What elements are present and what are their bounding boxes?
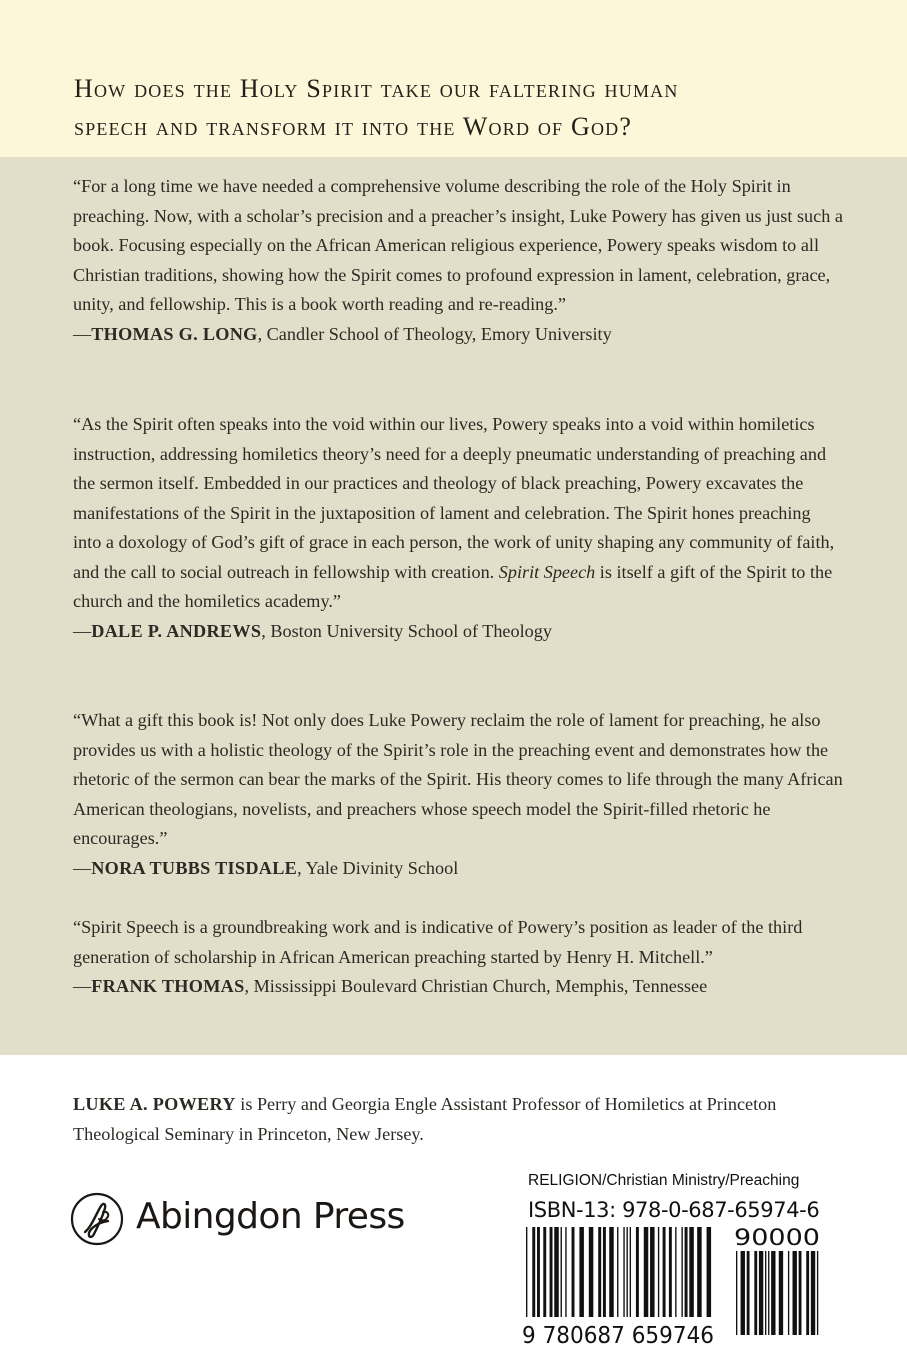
endorsement-4 (73, 913, 843, 1002)
barcode-bar (589, 1227, 594, 1317)
publisher-name: Abingdon Press (136, 1196, 405, 1237)
endorsement-quote (73, 410, 843, 617)
barcode-bar (627, 1227, 628, 1317)
endorsement-quote: “What a gift this book is! Not only does Luke Powery reclaim the role of lament for preaching, he also provides us with a holistic theology of the Spirit’s role in the preaching event and demonstrates how the rhetoric of the sermon can bear the marks of the Spirit. His theory comes to life through the many African American theologians, novelists, and preachers whose speech model the Spirit-filled rhetoric he encourages.” (73, 710, 843, 848)
endorsement-attribution (73, 854, 843, 884)
barcode-bar (598, 1227, 601, 1317)
addon-bar (811, 1251, 815, 1335)
addon-bar (759, 1251, 763, 1335)
barcode-bar (554, 1227, 559, 1317)
endorsement-3 (73, 706, 843, 883)
barcode-bar (689, 1227, 694, 1317)
barcode-bar (609, 1227, 614, 1317)
barcode-bar (565, 1227, 566, 1317)
barcode-bar (697, 1227, 702, 1317)
attribution-dash: — (73, 857, 92, 878)
price-code-digits: 90000 (734, 1226, 820, 1251)
barcode-bar (617, 1227, 618, 1317)
attribution-dash: — (73, 976, 92, 996)
addon-bar (765, 1251, 766, 1335)
addon-bar (806, 1251, 809, 1335)
barcode-bar (681, 1227, 682, 1317)
endorser-name: DALE P. ANDREWS (91, 620, 262, 641)
barcode-bar (669, 1227, 672, 1317)
addon-bar (736, 1251, 737, 1335)
headline-line-1: How does the Holy Spirit take our faltering human (74, 74, 679, 103)
category-label: RELIGION/Christian Ministry/Preaching (528, 1172, 800, 1189)
addon-bar (799, 1251, 802, 1335)
barcode-digits: 9 780687 659746 (522, 1323, 714, 1347)
barcode-bar (537, 1227, 540, 1317)
headline-line-2: speech and transform it into the Word of God? (74, 112, 633, 141)
endorser-name: NORA TUBBS TISDALE (91, 857, 298, 878)
quote-text-after: is itself a gift of the Spirit to the church and the homiletics academy.” (73, 561, 833, 611)
addon-bar (788, 1251, 789, 1335)
endorser-affiliation: , Mississippi Boulevard Christian Church, Memphis, Tennessee (244, 976, 708, 996)
endorser-name: THOMAS G. LONG (91, 323, 258, 344)
endorsement-attribution (73, 320, 843, 350)
addon-bar (747, 1251, 750, 1335)
barcode-graphic (516, 1225, 828, 1347)
barcode-bar (532, 1227, 535, 1317)
isbn-label: ISBN-13: 978-0-687-65974-6 (528, 1198, 820, 1222)
addon-bar (768, 1251, 769, 1335)
author-bio-text: is Perry and Georgia Engle Assistant Professor of Homiletics at Princeton Theological Seminary in Princeton, New Jersey. (73, 1094, 777, 1144)
endorsement-attribution (73, 617, 843, 647)
barcode-bar (650, 1227, 655, 1317)
barcode-bar (644, 1227, 649, 1317)
abingdon-script-a-logo-icon (70, 1192, 126, 1248)
barcode-bar (707, 1227, 712, 1317)
author-bio (73, 1090, 853, 1149)
addon-bar (817, 1251, 818, 1335)
endorser-affiliation: , Boston University School of Theology (261, 620, 552, 641)
barcode-bar (623, 1227, 624, 1317)
endorsement-quote: “Spirit Speech is a groundbreaking work and is indicative of Powery’s position as leader of the third generation of scholarship in African American preaching started by Henry H. Mitchell.” (73, 917, 803, 967)
barcode-bar (630, 1227, 631, 1317)
addon-bar (754, 1251, 757, 1335)
attribution-dash: — (73, 323, 92, 344)
barcode-bar (658, 1227, 659, 1317)
author-name: LUKE A. POWERY (73, 1094, 236, 1114)
ean13-bars (526, 1227, 711, 1317)
endorsement-attribution (73, 972, 843, 1002)
addon-bar (741, 1251, 745, 1335)
endorsement-2 (73, 410, 843, 646)
quote-text-before: “As the Spirit often speaks into the void within our lives, Powery speaks into a void within homiletics instruction, addressing homiletics theory’s need for a deeply pneumatic understanding of preaching and the sermon itself. Embedded in our practices and theology of black preaching, Powery excavates the manifestations of the Spirit in the juxtaposition of lament and celebration. The Spirit hones preaching into a doxology of God’s gift of grace in each person, the work of unity shaping any community of faith, and the call to social outreach in fellowship with creation. (73, 414, 835, 582)
addon-bar (793, 1251, 797, 1335)
barcode-bar (550, 1227, 553, 1317)
endorsement-quote: “For a long time we have needed a comprehensive volume describing the role of the Holy Spirit in preaching. Now, with a scholar’s precision and a preacher’s insight, Luke Powery has given us just such a book. Focusing especially on the African American religious experience, Powery speaks wisdom to all Christian traditions, showing how the Spirit comes to profound expression in lament, celebration, grace, unity, and fellowship. This is a book worth reading and re-reading.” (73, 176, 843, 314)
endorser-name: FRANK THOMAS (91, 976, 245, 996)
book-title: Spirit Speech (498, 561, 596, 582)
cover-headline (74, 70, 854, 146)
barcode-bar (526, 1227, 527, 1317)
price-addon-bars (736, 1251, 818, 1335)
endorsement-1 (73, 172, 843, 349)
barcode-bar (561, 1227, 562, 1317)
barcode-bar (572, 1227, 575, 1317)
publisher-logo (70, 1192, 410, 1252)
barcode (516, 1225, 828, 1347)
barcode-bar (603, 1227, 606, 1317)
endorser-affiliation: , Candler School of Theology, Emory University (257, 323, 612, 344)
barcode-bar (543, 1227, 546, 1317)
barcode-bar (636, 1227, 639, 1317)
barcode-bar (685, 1227, 688, 1317)
endorser-affiliation: , Yale Divinity School (297, 857, 459, 878)
attribution-dash: — (73, 620, 92, 641)
addon-bar (771, 1251, 775, 1335)
barcode-bar (663, 1227, 666, 1317)
addon-bar (779, 1251, 783, 1335)
barcode-bar (675, 1227, 676, 1317)
barcode-bar (579, 1227, 584, 1317)
